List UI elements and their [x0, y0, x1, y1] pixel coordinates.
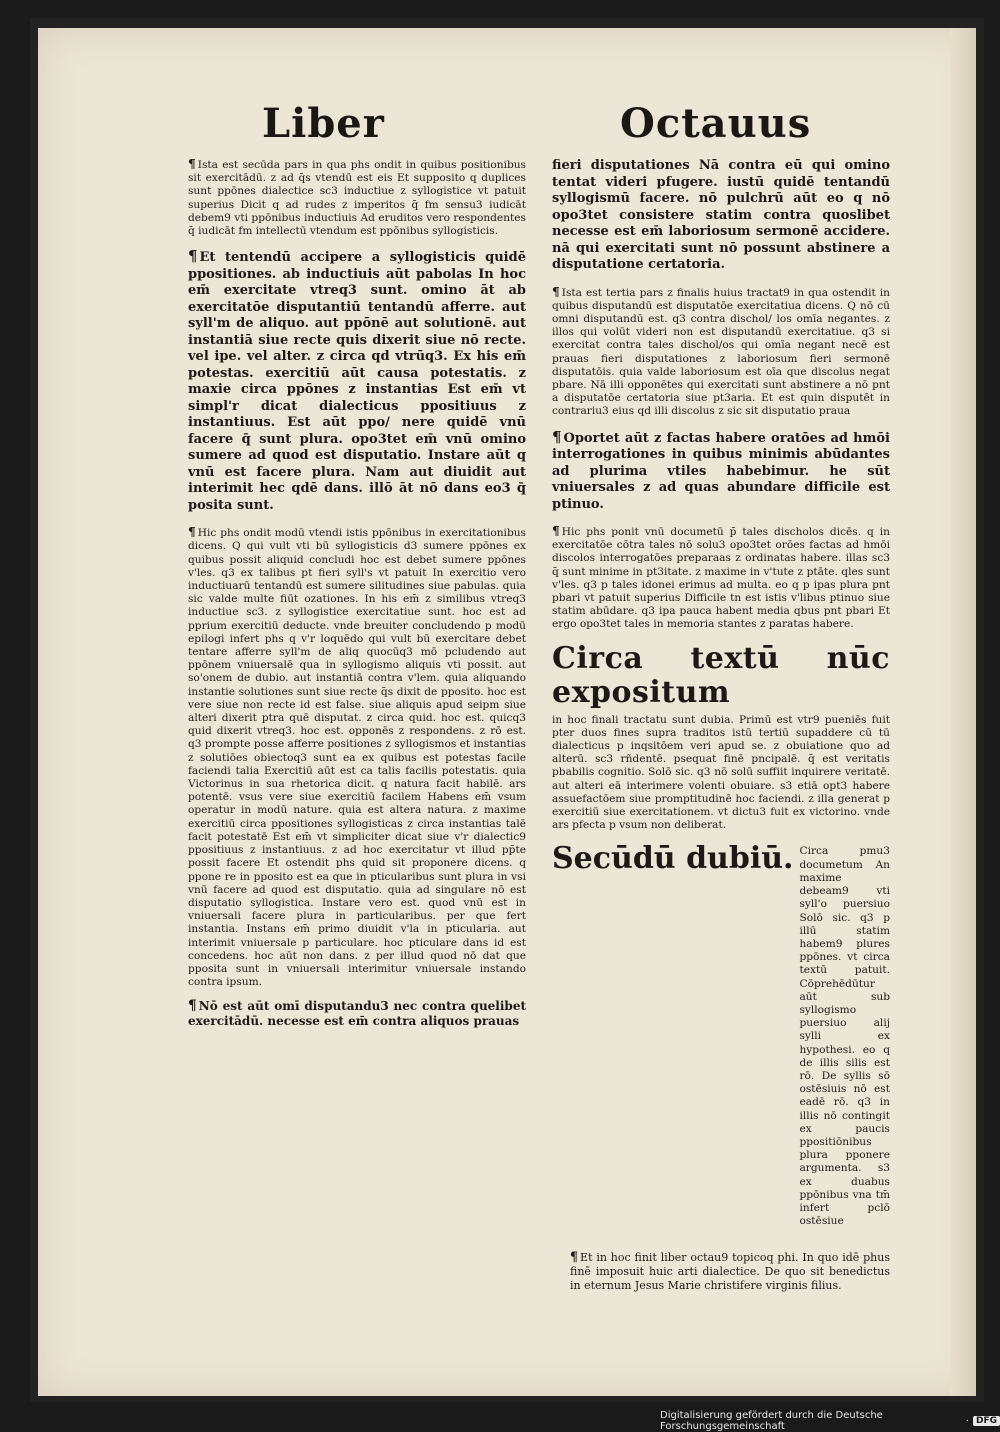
paragraph	[188, 248, 526, 514]
paragraph-text: Et tentendū accipere a syllogisticis quidē ppositiones. ab inductiuis aūt pabolas In hoc em̄ exercitate vtreq3 sunt. omino āt ab exercitatōe disputantiū tentandū afferre. aut syll'm de aliquo. aut ppōnē aut solutionē. aut instantiā siue recte quis dixerit siue nō recte. vel ipe. vel alter. z circa qd vtrūq3. Ex his em̄ potestas. exercitiū aūt causa potestatis. z maxie circa ppōnes z instantias Est em̄ vt simpl'r dicat dialecticus ppositiuus z instantiuus. Est aūt ppo/ nere quidē vnū facere q̄ sunt plura. opo3tet em̄ vnū omino sumere ad quod est disputatio. Instare aūt q vnū est facere plura. Nam aut diuidit aut interimit hec qdē dans. illō āt nō dans eo3 q̄ posita sunt.	[188, 250, 526, 513]
paragraph	[188, 526, 526, 989]
paragraph	[188, 999, 526, 1029]
paragraph	[188, 158, 526, 238]
pilcrow-icon: ¶	[188, 157, 196, 171]
paragraph-text: Oportet aūt z factas habere oratōes ad hmōi interrogationes in quibus minimis abūdantes ad plurima vtiles habebimur. he sūt vniuersales z ad quas abundare difficile est ptinuo.	[552, 430, 890, 512]
footer-text: Digitalisierung gefördert durch die Deutsche Forschungsgemeinschaft	[660, 1410, 883, 1432]
digitization-footer	[660, 1410, 1000, 1432]
pilcrow-icon: ¶	[188, 247, 198, 266]
dfg-logo: DFG	[973, 1416, 1000, 1426]
section-heading: Circa textū nūc expositum	[552, 640, 890, 710]
subsection	[552, 842, 890, 1228]
paragraph	[552, 286, 890, 419]
footer-separator: ·	[965, 1415, 969, 1427]
pilcrow-icon: ¶	[188, 998, 197, 1015]
subsection-heading: Secūdū dubiū.	[552, 841, 794, 877]
pilcrow-icon: ¶	[552, 284, 560, 299]
paragraph	[552, 525, 890, 632]
running-head-left: Liber	[262, 100, 385, 147]
colophon-text: Et in hoc finit liber octau9 topicoq phi. In quo idē phus finē imposuit huic arti dialectice. De quo sit benedictus in eternum Jesus Marie christifere virginis filius.	[570, 1251, 890, 1293]
pilcrow-icon: ¶	[552, 427, 562, 446]
paragraph-text: Hic phs ponit vnū documetū p̄ tales discholos dicēs. q in exercitatōe cōtra tales nō solu3 opo3tet orōes factas ad hmōi discolos interrogatōes preparaas z ordinatas habere. illas sc3 q̄ sunt minime in pt3itate. z maxime in v'tute z ptāte. qles sunt v'les. q3 p tales idonei erimus ad multa. eo q p ipas plura pnt pbari vt patuit superius Difficile tn est istis v'libus ptinuo siue statim abūdare. q3 ipa pauca habent media qbus pnt pbari Et ergo opo3tet tales in memoria stantes z paratas habere.	[552, 526, 890, 631]
paragraph-text: Ista est tertia pars z finalis huius tractat9 in qua ostendit in quibus disputandū est disputatōe exercitatiua dicens. Q nō cū omni disputandū est. q3 contra dischol/ los omīa negantes. z illos qui volūt videri non est disputandū exercitatiue. q3 si exercitat contra tales dischol/os qui omīa negant necē est prauas fieri disputationes z laboriosum fieri sermonē disputatōis. quia valde laboriosum est oīa que discolus negat pbare. Nā illi opponētes qui exercitati sunt abstinere a nō pnt a disputatōe certatoria siue pt3aria. Et est quin disputēt in contrariu3 eius qd illi discolus z sic sit disputatio praua	[552, 286, 890, 418]
paragraph	[552, 158, 890, 274]
paragraph	[552, 429, 890, 514]
color-calibration-strip	[2, 0, 30, 1400]
text-column-right	[552, 158, 890, 1303]
text-column-left	[188, 158, 526, 1039]
paragraph-text: Ista est secūda pars in qua phs ondit in quibus positionibus sit exercitādū. z ad q̄s vtendū est eis Et supposito q duplices sunt ppōnes dialectice sc3 inductiue z syllogistice vt patuit superius Dicit q ad rudes z imperitos q̄ fm sensu3 iudicāt debem9 vti ppōnibus inductiuis Ad eruditos vero respondentes q̄ iudicāt fm intellectū vtendum est ppōnibus syllogisticis.	[188, 159, 526, 238]
colophon	[552, 1250, 890, 1293]
paragraph-text: in hoc finali tractatu sunt dubia. Primū est vtr9 pueniēs fuit pter duos fines supra traditos istū tertiū supaddere cū tū dialecticus p inqsitōem veri apud se. z obuiatione quo ad alterū. sc3 rñdentē. psequat finē pncipalē. q̄ est veritatis pbabilis cognitio. Solō sic. q3 nō solū suffiit inquirere veritatē. aut alteri eā interimere volenti obuiare. s3 etiā opt3 habere assuefactōem siue promptitudinē hoc faciendi. z illa generat p exercitiū siue exercitationem. vt dictu3 fuit ex victorino. vnde ars pfecta p vsum non deliberat.	[552, 713, 890, 832]
pilcrow-icon: ¶	[552, 524, 560, 539]
running-head-right: Octauus	[620, 100, 812, 147]
paragraph-text: Hic phs ondit modū vtendi istis ppōnibus in exercitationibus dicens. Q qui vult vti bū syllogisticis d3 sumere ppōnes ex quibus possit aliquid concludi hoc est debet sumere ppōnes v'les. q3 ex talibus pt fieri syll's vt patuit In exercitio vero inductiuarū tentandū est sumere silitudines siue pabulas. quia sic valde multe fiūt ozationes. In his em̄ z similibus vtreq3 inductiue sc3. z syllogistice exercitatiue sunt. hoc est ad pprium exercitiū deducte. vnde breuiter concludendo p modū epilogi infert phs q v'r loquēdo qui vult bū exercitare debet tentare afferre syll'm de aliq quocūq3 mō pcludendo aut ppōnem vniuersalē qua in syllogismo aliquis vti possit. aut so'onem de dubio. aut instantiā contra v'lem. quia aliquando instantie solutiones sunt siue recte q̄s dixit de pposito. hoc est vere siue non recte id est false. siue aliquis apud seipm siue alteri dixerit ptra quē disputat. z circa quid. hoc est. quicq3 quid dixerit vtreq3. hoc est. opponēs z respondens. z rō est. q3 prompte posse afferre positiones z syllogismos et instantias z solutiōes obiectoq3 sunt ea ex quibus est potestas facile faciendi talia Exercitiū aūt est ca talis facilis potestatis. quia Victorinus in sua rhetorica dicit. q natura facit habilē. ars potentē. vsus vere siue exercitiū facilem Habens em̄ vsum operatur in modū nature. quia est altera natura. z maxime exercitiū circa ppositiones syllogisticas z circa instantias talē facit potestatē Est em̄ vt simpliciter dicat siue v'r dialectic9 ppositiuus z instantiuus. z ad hoc exercitatur vt illud pp̄te possit facere Et ostendit phs quid sit proponere dicens. q ppone re in pposito est ea que in pticularibus sunt plura in vsi vnū facere ad quod est disputatio. quia ad singulare nō est disputatio syllogistica. Instare vero est. quod vnū est in vniuersali facere plura in particularibus. per que fert instantia. Instans em̄ primo diuidit v'la in pticularia. aut interimit vniuersale p particulare. hoc pticulare dans id est concedens. hoc aūt non dans. z per illud quod nō dat que pposita sunt in vniuersali interimitur vniuersale instando contra ipsum.	[188, 527, 526, 989]
page-edge	[950, 28, 976, 1396]
pilcrow-icon: ¶	[188, 525, 196, 540]
paragraph-text: Circa pmu3 documetum An maxime debeam9 vti syll'o puersiuo Solō sic. q3 p illū statim habem9 plures ppōnes. vt circa textū patuit. Cōprehēdūtur aūt sub syllogismo puersiuo alij sylli ex hypothesi. eo q de illis silis est rō. De syllis sō ostēsiuis nō est eadē rō. q3 in illis nō contingit ex paucis ppositiōnibus plura pponere argumenta. s3 ex duabus ppōnibus vna tm̄ infert pclō ostēsiue	[799, 845, 890, 1228]
paragraph-text: Nō est aūt omī disputandu3 nec contra quelibet exercitādū. necesse est em̄ contra aliquos prauas	[188, 999, 526, 1029]
paragraph	[552, 714, 890, 833]
pilcrow-icon: ¶	[570, 1249, 579, 1265]
paragraph-text: fieri disputationes Nā contra eū qui omino tentat videri pfugere. iustū quidē tentandū syllogismū facere. nō pulchrū aūt eo q nō opo3tet consistere statim contra quoslibet necesse est em̄ laboriosum sermonē accidere. nā qui exercitati sunt nō possunt abstinere a disputatione certatoria.	[552, 158, 890, 272]
